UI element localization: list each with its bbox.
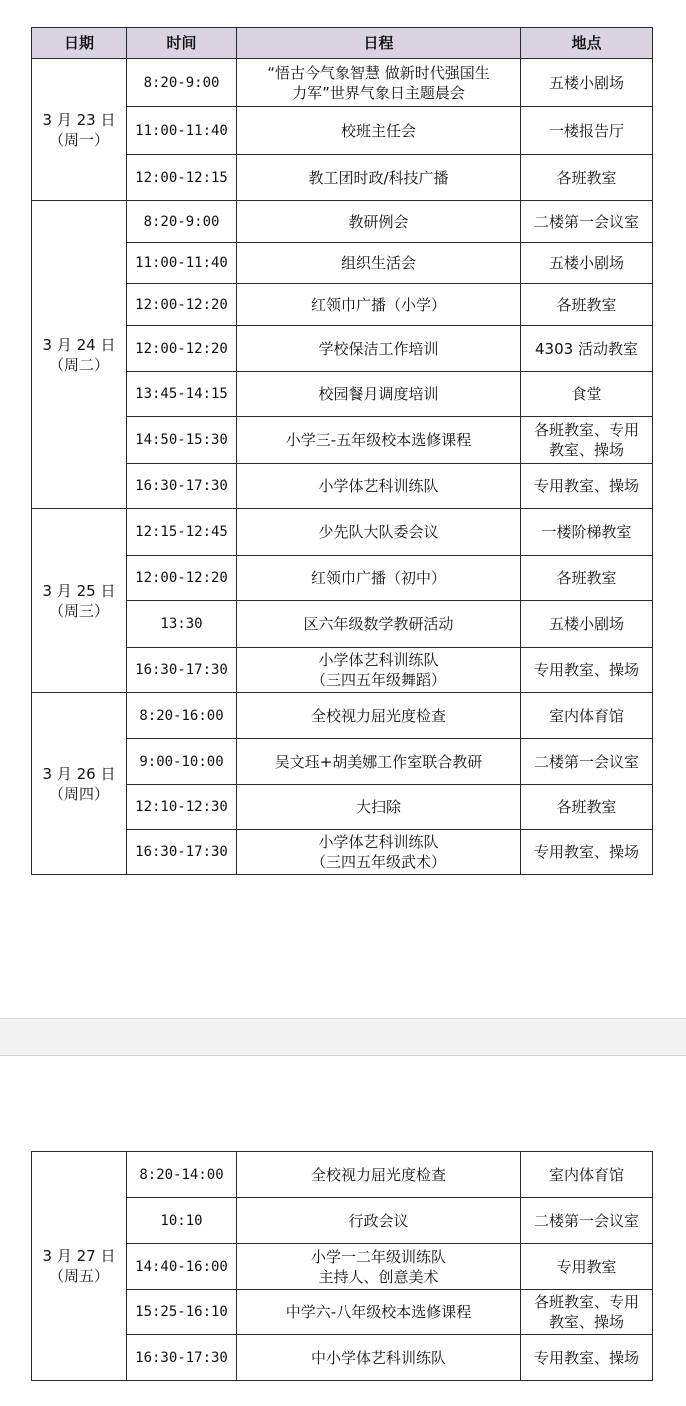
location-cell: [521, 556, 653, 601]
location-cell: [521, 326, 653, 372]
event-line: 全校视力屈光度检查: [310, 706, 446, 725]
time-cell: 16:30-17:30: [127, 830, 237, 875]
day-date: 3 月 23 日: [42, 110, 116, 129]
schedule-body: [32, 59, 653, 875]
event-line: 校班主任会: [340, 121, 416, 140]
date-cell: [32, 693, 127, 875]
date-cell: [32, 1152, 127, 1381]
location-line: 二楼第一会议室: [533, 1211, 639, 1230]
event-line: 学校保洁工作培训: [318, 339, 439, 358]
location-line: 一楼报告厅: [548, 121, 624, 140]
location-line: 教室、操场: [548, 441, 624, 459]
time-cell: 16:30-17:30: [127, 1335, 237, 1381]
schedule-body: [32, 1152, 653, 1381]
date-cell: [32, 59, 127, 201]
location-line: 一楼阶梯教室: [541, 523, 632, 541]
location-cell: [521, 155, 653, 201]
location-cell: [521, 785, 653, 830]
day-weekday: （周一）: [48, 130, 109, 149]
event-cell: [237, 785, 521, 830]
location-cell: [521, 464, 653, 509]
time-cell: 11:00-11:40: [127, 243, 237, 284]
event-line: 小学体艺科训练队: [318, 477, 439, 495]
location-line: 室内体育馆: [548, 1165, 624, 1184]
time-cell: 12:00-12:20: [127, 284, 237, 326]
location-cell: [521, 739, 653, 785]
location-line: 五楼小剧场: [548, 615, 624, 633]
event-line: 中小学体艺科训练队: [310, 1348, 446, 1367]
date-cell: [32, 509, 127, 693]
event-line: 小学三-五年级校本选修课程: [285, 431, 472, 449]
location-cell: [521, 1152, 653, 1198]
location-cell: [521, 107, 653, 155]
table-header-row: [32, 28, 653, 59]
day-date: 3 月 25 日: [42, 581, 116, 600]
event-line: 区六年级数学教研活动: [303, 615, 454, 633]
event-cell: [237, 693, 521, 739]
event-cell: [237, 1244, 521, 1290]
time-cell: 13:30: [127, 601, 237, 648]
location-line: 专用教室: [556, 1257, 617, 1276]
location-cell: [521, 59, 653, 107]
event-cell: [237, 243, 521, 284]
day-weekday: （周四）: [48, 784, 109, 803]
table-row: [32, 693, 653, 739]
time-cell: 11:00-11:40: [127, 107, 237, 155]
event-cell: [237, 1290, 521, 1335]
time-cell: 12:00-12:15: [127, 155, 237, 201]
event-line: 力军”世界气象日主题晨会: [292, 83, 465, 102]
location-line: 各班教室: [556, 168, 617, 187]
location-line: 各班教室: [556, 295, 617, 314]
event-line: 少先队大队委会议: [318, 523, 439, 541]
event-cell: [237, 372, 521, 417]
time-cell: 10:10: [127, 1198, 237, 1244]
event-cell: [237, 1198, 521, 1244]
event-cell: [237, 59, 521, 107]
location-line: 室内体育馆: [548, 706, 624, 725]
table-row: [32, 201, 653, 243]
day-date: 3 月 26 日: [42, 764, 116, 783]
location-cell: [521, 1198, 653, 1244]
event-cell: [237, 417, 521, 464]
event-line: 小学一二年级训练队: [310, 1247, 446, 1266]
location-line: 五楼小剧场: [548, 254, 624, 272]
event-cell: [237, 284, 521, 326]
time-cell: 9:00-10:00: [127, 739, 237, 785]
event-line: 大扫除: [355, 798, 401, 816]
location-cell: [521, 830, 653, 875]
location-line: 专用教室、操场: [533, 843, 639, 861]
time-cell: 8:20-9:00: [127, 59, 237, 107]
date-cell: [32, 201, 127, 509]
location-cell: [521, 601, 653, 648]
event-line: 组织生活会: [340, 254, 416, 272]
schedule-table-page-1: [31, 27, 653, 875]
event-line: 校园餐月调度培训: [318, 385, 439, 403]
location-line: 专用教室、操场: [533, 1348, 639, 1367]
location-line: 教室、操场: [548, 1313, 624, 1331]
time-cell: 8:20-14:00: [127, 1152, 237, 1198]
location-cell: [521, 693, 653, 739]
event-cell: [237, 830, 521, 875]
time-cell: 14:50-15:30: [127, 417, 237, 464]
time-cell: 16:30-17:30: [127, 464, 237, 509]
event-line: 中学六-八年级校本选修课程: [285, 1303, 472, 1321]
location-cell: [521, 509, 653, 556]
header-time: 时间: [127, 28, 237, 59]
day-weekday: （周二）: [48, 355, 109, 374]
table-row: [32, 1152, 653, 1198]
event-line: 行政会议: [348, 1211, 409, 1230]
event-line: （三四五年级舞蹈）: [310, 671, 446, 689]
day-weekday: （周三）: [48, 601, 109, 620]
event-cell: [237, 155, 521, 201]
header-date: 日期: [32, 28, 127, 59]
event-cell: [237, 1335, 521, 1381]
event-cell: [237, 739, 521, 785]
time-cell: 13:45-14:15: [127, 372, 237, 417]
event-cell: [237, 556, 521, 601]
day-date: 3 月 27 日: [42, 1247, 116, 1265]
time-cell: 12:10-12:30: [127, 785, 237, 830]
event-cell: [237, 648, 521, 693]
event-cell: [237, 464, 521, 509]
location-cell: [521, 1244, 653, 1290]
location-line: 各班教室: [556, 798, 617, 816]
event-line: （三四五年级武术）: [310, 853, 446, 871]
time-cell: 12:00-12:20: [127, 326, 237, 372]
location-cell: [521, 1335, 653, 1381]
event-cell: [237, 601, 521, 648]
location-line: 食堂: [571, 385, 602, 403]
event-cell: [237, 326, 521, 372]
location-cell: [521, 417, 653, 464]
location-cell: [521, 243, 653, 284]
location-line: 各班教室、专用: [533, 421, 639, 439]
event-line: 小学体艺科训练队: [318, 651, 439, 669]
event-line: 全校视力屈光度检查: [310, 1165, 446, 1184]
header-schedule: 日程: [237, 28, 521, 59]
location-line: 专用教室、操场: [533, 477, 639, 495]
event-cell: [237, 107, 521, 155]
location-line: 各班教室、专用: [533, 1293, 639, 1311]
location-cell: [521, 1290, 653, 1335]
location-cell: [521, 372, 653, 417]
location-line: 二楼第一会议室: [533, 212, 639, 231]
event-line: 主持人、创意美术: [318, 1267, 439, 1286]
event-line: 教工团时政/科技广播: [308, 168, 449, 187]
location-line: 各班教室: [556, 569, 617, 587]
header-location: 地点: [521, 28, 653, 59]
location-line: 二楼第一会议室: [533, 752, 639, 771]
day-weekday: （周五）: [48, 1267, 109, 1285]
time-cell: 16:30-17:30: [127, 648, 237, 693]
event-line: 吴文珏+胡美娜工作室联合教研: [274, 752, 483, 771]
event-cell: [237, 1152, 521, 1198]
time-cell: 14:40-16:00: [127, 1244, 237, 1290]
event-line: 红领巾广播（小学）: [310, 295, 446, 314]
location-line: 专用教室、操场: [533, 661, 639, 679]
time-cell: 8:20-9:00: [127, 201, 237, 243]
event-line: 小学体艺科训练队: [318, 833, 439, 851]
event-line: 教研例会: [348, 212, 409, 231]
page-separator: [0, 1018, 686, 1056]
schedule-table-page-2: [31, 1151, 653, 1381]
location-cell: [521, 201, 653, 243]
time-cell: 8:20-16:00: [127, 693, 237, 739]
table-row: [32, 509, 653, 556]
event-cell: [237, 509, 521, 556]
time-cell: 12:00-12:20: [127, 556, 237, 601]
time-cell: 15:25-16:10: [127, 1290, 237, 1335]
location-cell: [521, 284, 653, 326]
location-line: 4303 活动教室: [535, 339, 638, 358]
time-cell: 12:15-12:45: [127, 509, 237, 556]
location-line: 五楼小剧场: [548, 73, 624, 92]
event-line: “悟古今气象智慧 做新时代强国生: [267, 63, 490, 82]
event-line: 红领巾广播（初中）: [310, 569, 446, 587]
location-cell: [521, 648, 653, 693]
event-cell: [237, 201, 521, 243]
table-row: [32, 59, 653, 107]
day-date: 3 月 24 日: [42, 335, 116, 354]
